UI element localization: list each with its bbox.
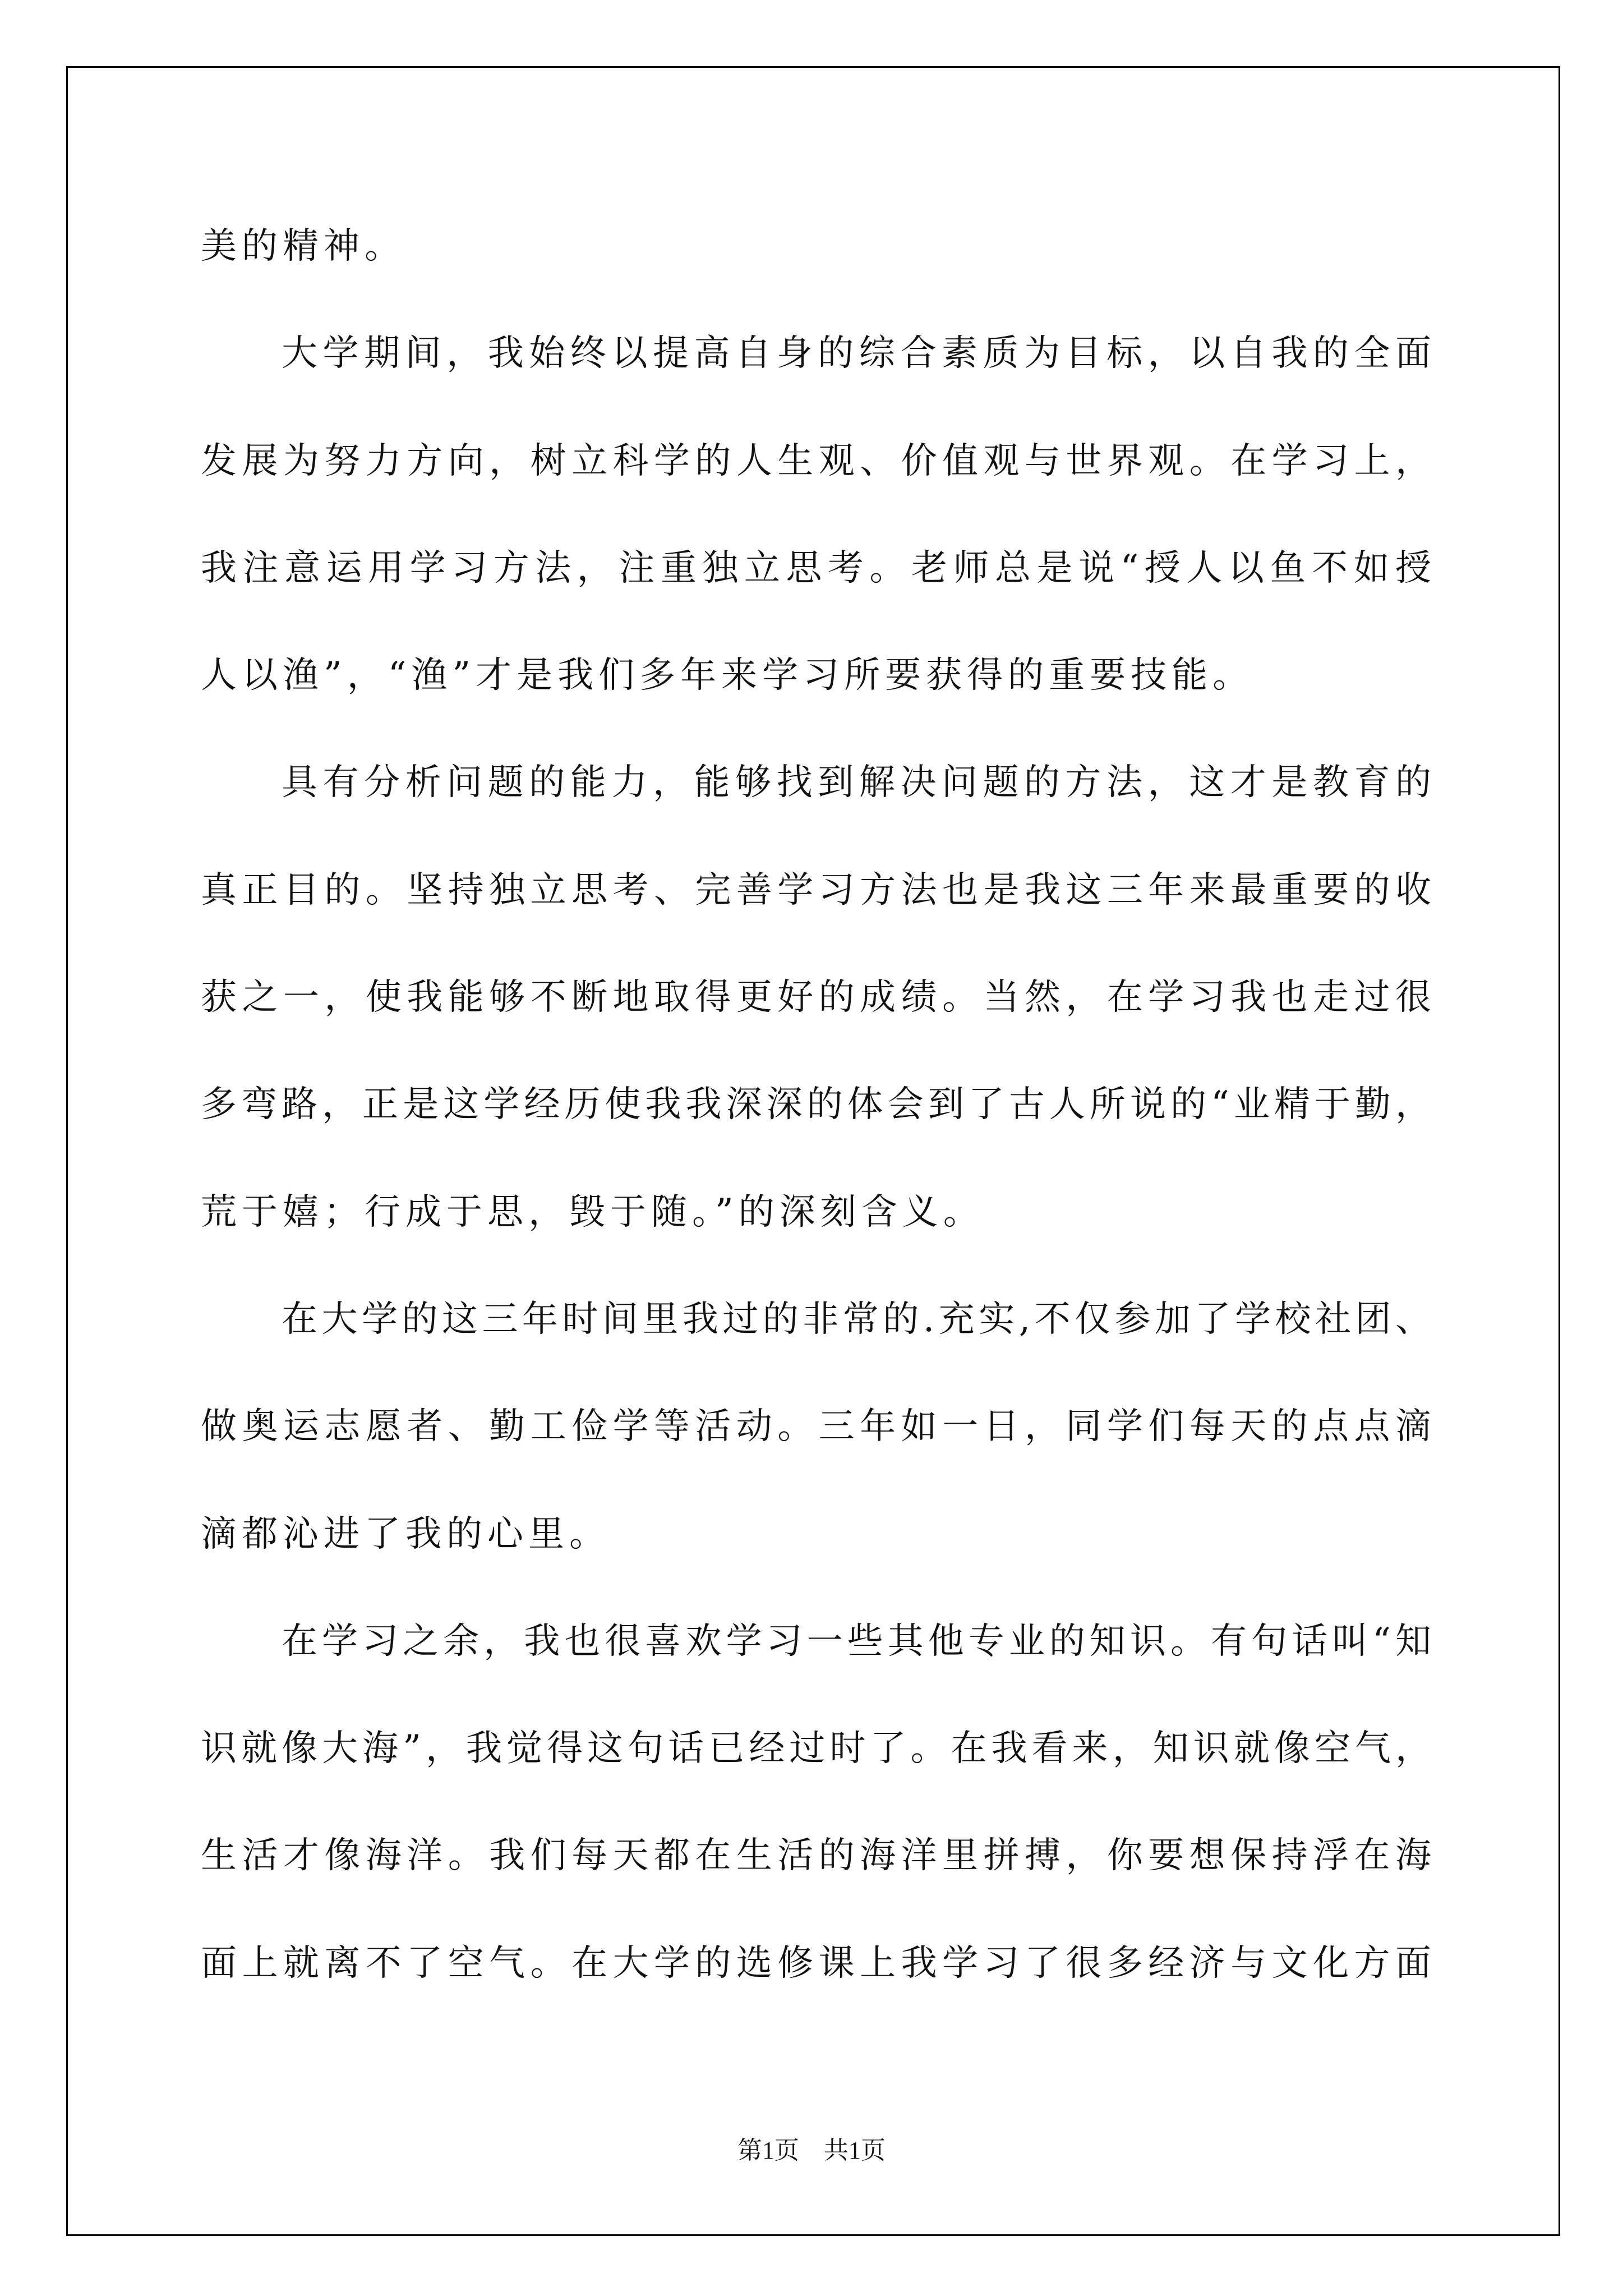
text-line: 面上就离不了空气。在大学的选修课上我学习了很多经济与文化方面 [201,1942,1431,1984]
paragraph [201,1266,1431,1588]
text-line: 美的精神。 [201,226,405,267]
text-line: 发展为努力方向，树立科学的人生观、价值观与世界观。在学习上， [201,440,1431,482]
text-line: 多弯路，正是这学经历使我我深深的体会到了古人所说的“业精于勤， [201,1084,1431,1126]
text-line: 荒于嬉；行成于思，毁于随。”的深刻含义。 [201,1191,984,1233]
text-line: 滴都沁进了我的心里。 [201,1513,610,1555]
text-line: 具有分析问题的能力，能够找到解决问题的方法，这才是教育的 [282,762,1431,804]
text-line: 大学期间，我始终以提高自身的综合素质为目标，以自我的全面 [282,333,1431,375]
text-line: 生活才像海洋。我们每天都在生活的海洋里拼搏，你要想保持浮在海 [201,1835,1431,1877]
paragraph [201,1588,1431,2017]
text-line: 在学习之余，我也很喜欢学习一些其他专业的知识。有句话叫“知 [282,1620,1431,1662]
text-line: 在大学的这三年时间里我过的非常的.充实,不仅参加了学校社团、 [282,1298,1431,1340]
page-footer: 第1页 共1页 [737,2137,886,2164]
text-line: 获之一，使我能够不断地取得更好的成绩。当然，在学习我也走过很 [201,977,1431,1019]
paragraph [201,300,1431,729]
paragraph [201,193,1431,300]
text-line: 人以渔”，“渔”才是我们多年来学习所要获得的重要技能。 [201,655,1254,697]
text-line: 做奥运志愿者、勤工俭学等活动。三年如一日，同学们每天的点点滴 [201,1406,1431,1448]
text-line: 我注意运用学习方法，注重独立思考。老师总是说“授人以鱼不如授 [201,547,1431,589]
text-line: 识就像大海”，我觉得这句话已经过时了。在我看来，知识就像空气， [201,1728,1431,1770]
paragraph [201,729,1431,1266]
document-body [201,193,1431,2017]
text-line: 真正目的。坚持独立思考、完善学习方法也是我这三年来最重要的收 [201,869,1431,911]
